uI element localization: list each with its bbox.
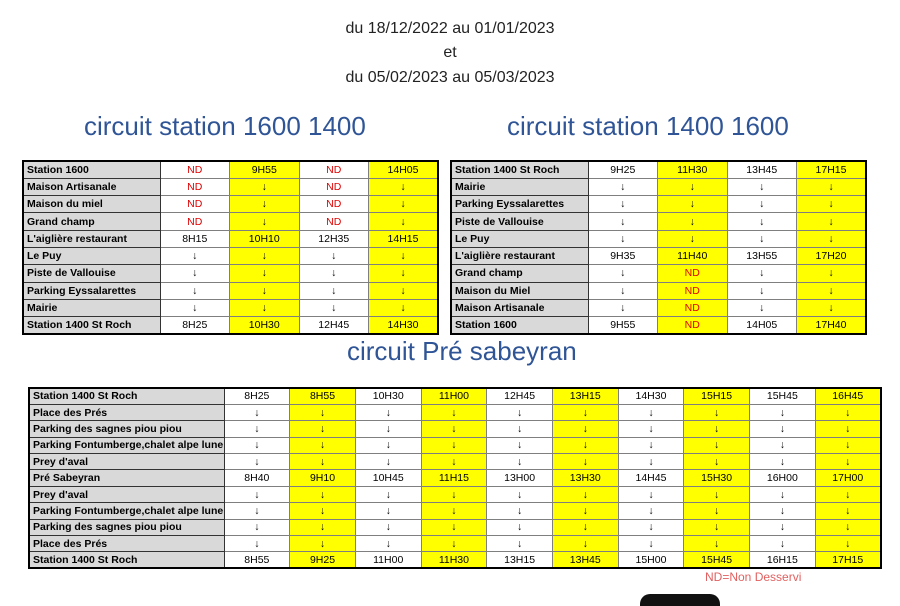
stop-name: Parking Fontumberge,chalet alpe lune: [29, 437, 224, 453]
time-cell: ↓: [487, 486, 553, 502]
time-cell: 16H45: [815, 388, 881, 404]
time-cell: 16H15: [750, 552, 816, 568]
time-cell: ↓: [369, 178, 439, 195]
timetable-row: [29, 536, 881, 552]
time-cell: ↓: [658, 196, 728, 213]
time-cell: 15H15: [684, 388, 750, 404]
timetable-row: [29, 404, 881, 420]
timetable-row: [29, 503, 881, 519]
time-cell: ↓: [487, 437, 553, 453]
time-cell: ↓: [230, 282, 300, 299]
time-cell: ↓: [290, 421, 356, 437]
time-cell: 16H00: [750, 470, 816, 486]
time-cell: 13H15: [552, 388, 618, 404]
stop-name: Parking Fontumberge,chalet alpe lune: [29, 503, 224, 519]
time-cell: ↓: [224, 421, 290, 437]
time-cell: ↓: [750, 437, 816, 453]
time-cell: ↓: [815, 404, 881, 420]
stop-name: Grand champ: [451, 265, 588, 282]
time-cell: ↓: [224, 437, 290, 453]
time-cell: 9H25: [290, 552, 356, 568]
time-cell: ↓: [750, 536, 816, 552]
time-cell: 12H45: [299, 317, 369, 334]
time-cell: ↓: [421, 404, 487, 420]
time-cell: ↓: [290, 404, 356, 420]
time-cell: ↓: [369, 299, 439, 316]
time-cell: ↓: [230, 247, 300, 264]
time-cell: ↓: [290, 503, 356, 519]
time-cell: 14H05: [727, 317, 797, 334]
time-cell: ↓: [421, 421, 487, 437]
time-cell: ↓: [618, 404, 684, 420]
time-cell: ↓: [658, 178, 728, 195]
time-cell: ↓: [658, 213, 728, 230]
time-cell: ↓: [421, 454, 487, 470]
time-cell: ↓: [355, 486, 421, 502]
time-cell: ↓: [552, 421, 618, 437]
time-cell: ↓: [487, 536, 553, 552]
timetable-row: [23, 299, 438, 316]
timetable-row: [23, 317, 438, 334]
time-cell: ↓: [618, 519, 684, 535]
time-cell: ↓: [290, 519, 356, 535]
time-cell: 13H45: [727, 161, 797, 178]
time-cell: ↓: [369, 196, 439, 213]
time-cell: 11H00: [421, 388, 487, 404]
time-cell: ↓: [658, 230, 728, 247]
legend-nd: ND=Non Desservi: [705, 570, 802, 584]
stop-name: Le Puy: [23, 247, 160, 264]
time-cell: ND: [299, 178, 369, 195]
time-cell: 12H45: [487, 388, 553, 404]
timetable-row: [29, 454, 881, 470]
time-cell: ↓: [355, 421, 421, 437]
time-cell: ↓: [684, 486, 750, 502]
time-cell: ↓: [552, 404, 618, 420]
time-cell: ↓: [355, 437, 421, 453]
time-cell: ↓: [797, 213, 867, 230]
time-cell: ↓: [160, 299, 230, 316]
circuit-title-pre-sabeyran: circuit Pré sabeyran: [347, 336, 577, 366]
timetable-pre-sabeyran: [28, 387, 882, 569]
time-cell: ↓: [224, 486, 290, 502]
time-cell: ↓: [588, 213, 658, 230]
stop-name: Piste de Vallouise: [451, 213, 588, 230]
time-cell: ND: [160, 196, 230, 213]
timetable-row: [451, 196, 866, 213]
time-cell: ↓: [727, 299, 797, 316]
timetable-row: [23, 213, 438, 230]
time-cell: 14H30: [618, 388, 684, 404]
time-cell: ↓: [160, 247, 230, 264]
time-cell: ↓: [230, 213, 300, 230]
time-cell: ↓: [750, 519, 816, 535]
time-cell: 13H55: [727, 247, 797, 264]
time-cell: ↓: [618, 486, 684, 502]
timetable-1600-1400: [22, 160, 439, 335]
time-cell: ↓: [815, 486, 881, 502]
time-cell: ↓: [224, 454, 290, 470]
time-cell: ↓: [421, 519, 487, 535]
stop-name: Prey d'aval: [29, 454, 224, 470]
stop-name: Parking des sagnes piou piou: [29, 519, 224, 535]
time-cell: ↓: [684, 421, 750, 437]
time-cell: 13H30: [552, 470, 618, 486]
time-cell: ↓: [299, 265, 369, 282]
time-cell: ↓: [230, 299, 300, 316]
time-cell: ↓: [290, 536, 356, 552]
time-cell: 15H45: [750, 388, 816, 404]
time-cell: ↓: [727, 282, 797, 299]
stop-name: Mairie: [451, 178, 588, 195]
stop-name: L'aiglière restaurant: [451, 247, 588, 264]
time-cell: 15H00: [618, 552, 684, 568]
time-cell: 11H15: [421, 470, 487, 486]
time-cell: ↓: [552, 519, 618, 535]
time-cell: ↓: [552, 454, 618, 470]
time-cell: ↓: [230, 178, 300, 195]
timetable-row: [29, 552, 881, 568]
timetable-row: [29, 388, 881, 404]
time-cell: ↓: [588, 196, 658, 213]
time-cell: 8H25: [224, 388, 290, 404]
time-cell: ↓: [421, 536, 487, 552]
time-cell: ↓: [230, 196, 300, 213]
time-cell: ↓: [727, 196, 797, 213]
time-cell: 10H10: [230, 230, 300, 247]
time-cell: ↓: [224, 536, 290, 552]
time-cell: 11H30: [658, 161, 728, 178]
stop-name: Maison du miel: [23, 196, 160, 213]
circuit-title-1600-1400: circuit station 1600 1400: [84, 111, 366, 141]
time-cell: ↓: [618, 421, 684, 437]
time-cell: ↓: [797, 196, 867, 213]
time-cell: ↓: [552, 536, 618, 552]
time-cell: ↓: [588, 265, 658, 282]
decorative-shape: [640, 594, 720, 606]
time-cell: 17H20: [797, 247, 867, 264]
time-cell: ↓: [487, 503, 553, 519]
time-cell: ↓: [355, 536, 421, 552]
timetable-row: [23, 282, 438, 299]
time-cell: ↓: [421, 486, 487, 502]
time-cell: 14H30: [369, 317, 439, 334]
time-cell: ↓: [588, 178, 658, 195]
time-cell: ↓: [369, 282, 439, 299]
time-cell: ↓: [299, 299, 369, 316]
time-cell: ↓: [815, 421, 881, 437]
time-cell: ↓: [224, 519, 290, 535]
timetable-row: [451, 161, 866, 178]
stop-name: Le Puy: [451, 230, 588, 247]
time-cell: ND: [299, 161, 369, 178]
timetable-row: [23, 230, 438, 247]
time-cell: 9H10: [290, 470, 356, 486]
stop-name: Place des Prés: [29, 404, 224, 420]
time-cell: ↓: [299, 247, 369, 264]
time-cell: 11H00: [355, 552, 421, 568]
time-cell: ↓: [750, 454, 816, 470]
time-cell: ↓: [588, 230, 658, 247]
timetable-row: [23, 196, 438, 213]
time-cell: ↓: [684, 503, 750, 519]
timetable-row: [451, 317, 866, 334]
timetable-row: [23, 178, 438, 195]
time-cell: ↓: [618, 454, 684, 470]
time-cell: ↓: [750, 503, 816, 519]
timetable-row: [23, 161, 438, 178]
time-cell: ↓: [684, 454, 750, 470]
date-line-2: et: [443, 44, 457, 61]
time-cell: 8H55: [290, 388, 356, 404]
time-cell: ND: [658, 299, 728, 316]
timetable-row: [451, 247, 866, 264]
time-cell: ↓: [618, 437, 684, 453]
timetable-row: [451, 265, 866, 282]
time-cell: ND: [160, 161, 230, 178]
timetable-row: [451, 282, 866, 299]
stop-name: Station 1400 St Roch: [23, 317, 160, 334]
stop-name: Mairie: [23, 299, 160, 316]
time-cell: ↓: [797, 282, 867, 299]
time-cell: ↓: [797, 178, 867, 195]
time-cell: ↓: [797, 265, 867, 282]
date-line-1: du 18/12/2022 au 01/01/2023: [345, 20, 555, 37]
stop-name: Station 1400 St Roch: [451, 161, 588, 178]
time-cell: 10H30: [355, 388, 421, 404]
time-cell: 14H05: [369, 161, 439, 178]
stop-name: Maison Artisanale: [23, 178, 160, 195]
timetable-row: [23, 265, 438, 282]
time-cell: ↓: [727, 213, 797, 230]
time-cell: ND: [160, 213, 230, 230]
time-cell: ↓: [797, 230, 867, 247]
time-cell: ↓: [684, 404, 750, 420]
time-cell: ↓: [487, 404, 553, 420]
time-cell: ↓: [355, 503, 421, 519]
stop-name: Station 1600: [451, 317, 588, 334]
time-cell: 14H45: [618, 470, 684, 486]
time-cell: 8H55: [224, 552, 290, 568]
stop-name: Parking Eyssalarettes: [23, 282, 160, 299]
time-cell: ND: [299, 196, 369, 213]
stop-name: Grand champ: [23, 213, 160, 230]
time-cell: ↓: [355, 519, 421, 535]
time-cell: 9H35: [588, 247, 658, 264]
stop-name: Prey d'aval: [29, 486, 224, 502]
timetable-row: [29, 519, 881, 535]
time-cell: ↓: [750, 421, 816, 437]
time-cell: ↓: [552, 437, 618, 453]
time-cell: ↓: [487, 454, 553, 470]
timetable-row: [451, 178, 866, 195]
time-cell: ↓: [160, 282, 230, 299]
time-cell: ↓: [299, 282, 369, 299]
time-cell: ↓: [487, 519, 553, 535]
stop-name: Parking des sagnes piou piou: [29, 421, 224, 437]
time-cell: ↓: [727, 265, 797, 282]
time-cell: ↓: [355, 454, 421, 470]
time-cell: 13H15: [487, 552, 553, 568]
time-cell: 15H30: [684, 470, 750, 486]
time-cell: ↓: [290, 486, 356, 502]
time-cell: 17H00: [815, 470, 881, 486]
time-cell: 13H00: [487, 470, 553, 486]
timetable-row: [23, 247, 438, 264]
time-cell: 14H15: [369, 230, 439, 247]
time-cell: ↓: [684, 437, 750, 453]
time-cell: ↓: [815, 503, 881, 519]
stop-name: Parking Eyssalarettes: [451, 196, 588, 213]
timetable-row: [451, 299, 866, 316]
time-cell: ↓: [750, 486, 816, 502]
time-cell: ND: [299, 213, 369, 230]
time-cell: ↓: [618, 536, 684, 552]
time-cell: 8H40: [224, 470, 290, 486]
time-cell: ↓: [727, 178, 797, 195]
stop-name: Piste de Vallouise: [23, 265, 160, 282]
stop-name: Maison Artisanale: [451, 299, 588, 316]
time-cell: 10H45: [355, 470, 421, 486]
time-cell: ND: [160, 178, 230, 195]
time-cell: ND: [658, 317, 728, 334]
timetable-row: [451, 230, 866, 247]
time-cell: 11H30: [421, 552, 487, 568]
circuit-title-1400-1600: circuit station 1400 1600: [507, 111, 789, 141]
time-cell: ↓: [369, 265, 439, 282]
time-cell: ↓: [552, 486, 618, 502]
time-cell: 8H15: [160, 230, 230, 247]
time-cell: 17H15: [815, 552, 881, 568]
time-cell: 8H25: [160, 317, 230, 334]
time-cell: 9H55: [230, 161, 300, 178]
time-cell: ↓: [290, 437, 356, 453]
time-cell: ↓: [160, 265, 230, 282]
time-cell: 17H15: [797, 161, 867, 178]
time-cell: ↓: [224, 404, 290, 420]
time-cell: ↓: [588, 282, 658, 299]
time-cell: ↓: [684, 536, 750, 552]
date-line-3: du 05/02/2023 au 05/03/2023: [345, 69, 555, 86]
time-cell: 15H45: [684, 552, 750, 568]
time-cell: ↓: [369, 213, 439, 230]
stop-name: Maison du Miel: [451, 282, 588, 299]
stop-name: L'aiglière restaurant: [23, 230, 160, 247]
time-cell: 11H40: [658, 247, 728, 264]
time-cell: ↓: [369, 247, 439, 264]
time-cell: ↓: [797, 299, 867, 316]
time-cell: ↓: [552, 503, 618, 519]
time-cell: ND: [658, 265, 728, 282]
time-cell: ↓: [750, 404, 816, 420]
time-cell: ↓: [588, 299, 658, 316]
time-cell: ↓: [230, 265, 300, 282]
time-cell: 9H25: [588, 161, 658, 178]
time-cell: ↓: [487, 421, 553, 437]
time-cell: ↓: [421, 503, 487, 519]
time-cell: ↓: [618, 503, 684, 519]
stop-name: Station 1600: [23, 161, 160, 178]
time-cell: 17H40: [797, 317, 867, 334]
time-cell: 10H30: [230, 317, 300, 334]
timetable-row: [29, 421, 881, 437]
time-cell: ↓: [815, 437, 881, 453]
timetable-row: [451, 213, 866, 230]
timetable-1400-1600: [450, 160, 867, 335]
timetable-row: [29, 437, 881, 453]
time-cell: ↓: [224, 503, 290, 519]
time-cell: ↓: [421, 437, 487, 453]
timetable-row: [29, 470, 881, 486]
time-cell: 12H35: [299, 230, 369, 247]
timetable-row: [29, 486, 881, 502]
time-cell: ↓: [815, 454, 881, 470]
time-cell: 13H45: [552, 552, 618, 568]
time-cell: 9H55: [588, 317, 658, 334]
time-cell: ↓: [727, 230, 797, 247]
time-cell: ↓: [355, 404, 421, 420]
time-cell: ND: [658, 282, 728, 299]
stop-name: Station 1400 St Roch: [29, 388, 224, 404]
stop-name: Place des Prés: [29, 536, 224, 552]
time-cell: ↓: [815, 519, 881, 535]
time-cell: ↓: [290, 454, 356, 470]
stop-name: Pré Sabeyran: [29, 470, 224, 486]
time-cell: ↓: [684, 519, 750, 535]
stop-name: Station 1400 St Roch: [29, 552, 224, 568]
time-cell: ↓: [815, 536, 881, 552]
